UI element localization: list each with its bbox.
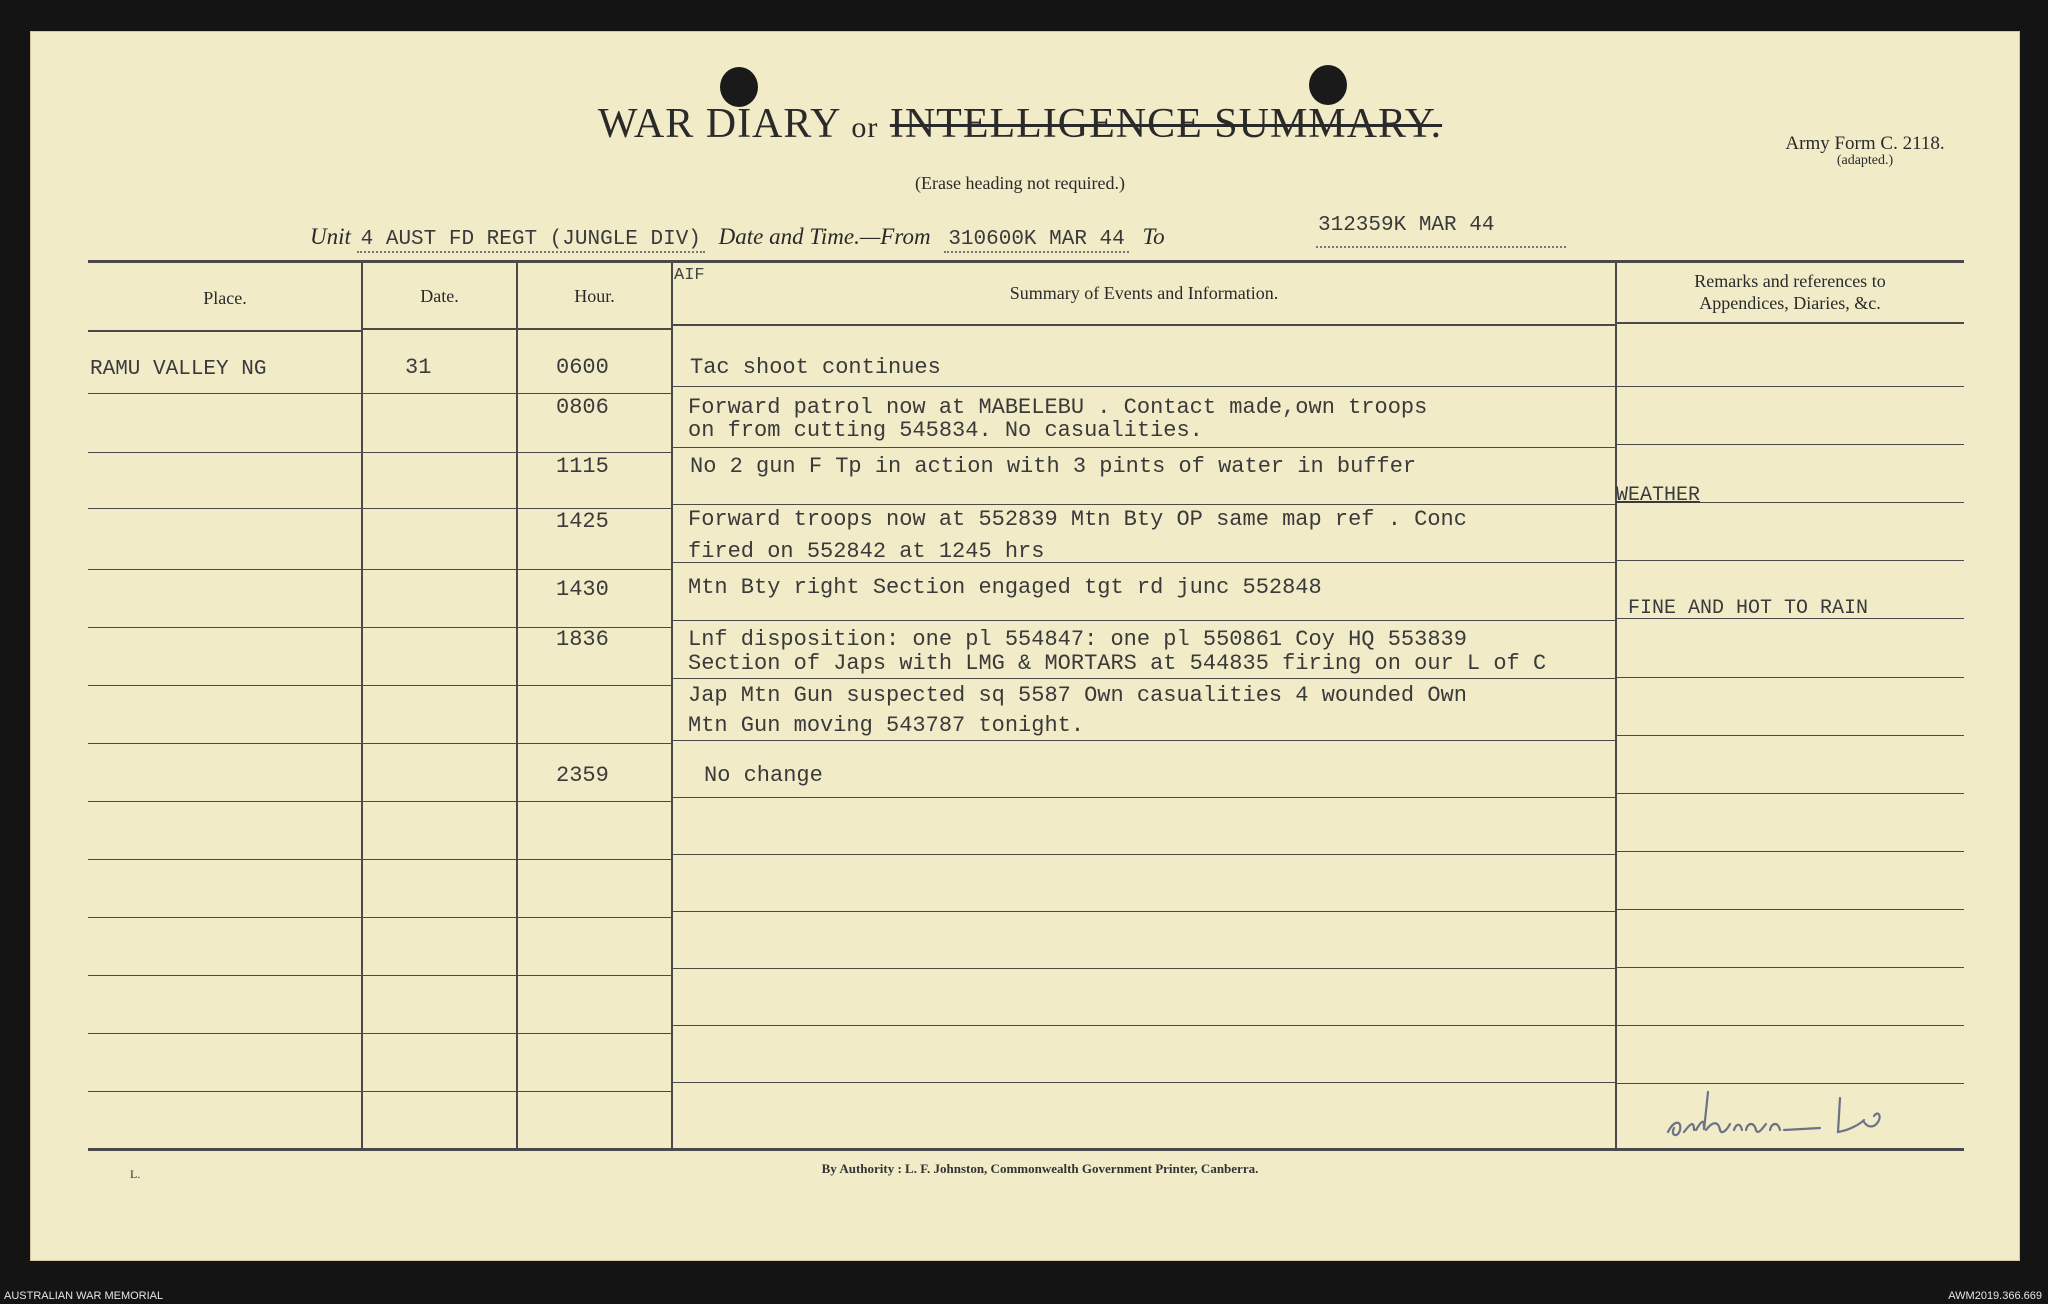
hour-cell: 1430 <box>556 577 609 602</box>
row-rule <box>1616 735 1964 736</box>
summary-line: No 2 gun F Tp in action with 3 pints of water in buffer <box>690 454 1417 479</box>
corner-mark: L. <box>130 1167 141 1181</box>
summary-line: Forward patrol now at MABELEBU . Contact made,own troops <box>688 395 1428 420</box>
row-rule <box>88 393 672 394</box>
table-top-border <box>88 260 1964 263</box>
title-or: or <box>851 111 879 144</box>
hour-cell: 1836 <box>556 627 609 652</box>
row-rule <box>672 740 1616 741</box>
hour-cell: 1115 <box>556 454 609 479</box>
archive-id: AWM2019.366.669 <box>1948 1290 2042 1302</box>
header-remarks-line1: Remarks and references to <box>1694 271 1886 291</box>
hour-cell: 1425 <box>556 509 609 534</box>
title-intelligence-summary: INTELLIGENCE SUMMARY. <box>889 101 1443 147</box>
hour-cell: 2359 <box>556 763 609 788</box>
summary-line: on from cutting 545834. No casualities. <box>688 418 1203 443</box>
column-divider <box>671 262 673 1150</box>
summary-line: Lnf disposition: one pl 554847: one pl 550861 Coy HQ 553839 <box>688 627 1467 652</box>
column-divider <box>1615 262 1617 1150</box>
unit-line <box>310 224 1173 251</box>
row-rule <box>672 797 1616 798</box>
column-divider <box>361 262 363 1150</box>
header-rule <box>1616 322 1964 324</box>
header-rule <box>362 328 672 330</box>
row-rule <box>672 911 1616 912</box>
form-adapted: (adapted.) <box>1836 152 1894 168</box>
summary-line: Section of Japs with LMG & MORTARS at 544835 firing on our L of C <box>688 651 1547 676</box>
header-hour: Hour. <box>574 286 615 306</box>
header-date: Date. <box>420 286 459 306</box>
printer-authority: By Authority : L. F. Johnston, Commonwealth Government Printer, Canberra. <box>821 1161 1259 1176</box>
row-rule <box>672 386 1616 387</box>
summary-line: Mtn Bty right Section engaged tgt rd junc 552848 <box>688 575 1322 600</box>
row-rule <box>88 685 672 686</box>
row-rule <box>1616 909 1964 910</box>
title-war-diary: WAR DIARY <box>597 101 840 147</box>
row-rule <box>672 620 1616 621</box>
header-rule <box>672 324 1616 326</box>
row-rule <box>88 917 672 918</box>
row-rule <box>672 504 1616 505</box>
row-rule <box>88 1033 672 1034</box>
signature <box>1660 1080 1910 1150</box>
row-rule <box>672 1025 1616 1026</box>
row-rule <box>672 968 1616 969</box>
summary-line: Forward troops now at 552839 Mtn Bty OP same map ref . Conc <box>688 507 1467 532</box>
column-divider <box>516 262 518 1150</box>
weather-label: WEATHER <box>1616 484 1701 507</box>
row-rule <box>88 801 672 802</box>
row-rule <box>1616 967 1964 968</box>
header-place: Place. <box>203 288 247 308</box>
row-rule <box>88 1091 672 1092</box>
archive-credit: AUSTRALIAN WAR MEMORIAL <box>4 1290 164 1302</box>
row-rule <box>88 452 672 453</box>
punch-hole <box>1309 65 1347 105</box>
hour-cell: 0600 <box>556 355 609 380</box>
row-rule <box>672 678 1616 679</box>
row-rule <box>1616 560 1964 561</box>
row-rule <box>1616 677 1964 678</box>
to-label: To <box>1142 224 1165 249</box>
row-rule <box>88 569 672 570</box>
row-rule <box>672 854 1616 855</box>
to-value: 312359K MAR 44 <box>1318 214 1495 237</box>
from-value: 310600K MAR 44 <box>944 228 1128 253</box>
row-rule <box>1616 1025 1964 1026</box>
unit-value: 4 AUST FD REGT (JUNGLE DIV) <box>357 228 705 253</box>
row-rule <box>1616 386 1964 387</box>
summary-line: Tac shoot continues <box>690 355 941 380</box>
row-rule <box>672 1082 1616 1083</box>
row-rule <box>672 447 1616 448</box>
form-number <box>1745 134 1985 169</box>
to-dotted-line <box>1316 246 1566 248</box>
form-number-text: Army Form C. 2118. <box>1785 133 1945 154</box>
row-rule <box>88 743 672 744</box>
row-rule <box>1616 793 1964 794</box>
unit-label: Unit <box>310 224 351 249</box>
date-time-label: Date and Time.—From <box>718 224 931 249</box>
header-remarks <box>1616 270 1964 314</box>
header-remarks-line2: Appendices, Diaries, &c. <box>1699 293 1881 313</box>
summary-line: fired on 552842 at 1245 hrs <box>688 539 1045 564</box>
summary-line: No change <box>704 763 823 788</box>
row-rule <box>1616 444 1964 445</box>
aif-stamp: AIF <box>674 266 705 285</box>
row-rule <box>1616 851 1964 852</box>
page-title <box>570 100 1470 148</box>
page-subtitle: (Erase heading not required.) <box>915 173 1125 193</box>
header-summary: Summary of Events and Information. <box>1009 283 1279 303</box>
row-rule <box>88 859 672 860</box>
header-rule <box>88 330 362 332</box>
summary-line: Jap Mtn Gun suspected sq 5587 Own casualities 4 wounded Own <box>688 683 1467 708</box>
date-cell: 31 <box>405 355 432 380</box>
row-rule <box>88 975 672 976</box>
weather-value: FINE AND HOT TO RAIN <box>1628 597 1869 620</box>
place-cell: RAMU VALLEY NG <box>90 358 267 381</box>
summary-line: Mtn Gun moving 543787 tonight. <box>688 713 1085 738</box>
hour-cell: 0806 <box>556 395 609 420</box>
